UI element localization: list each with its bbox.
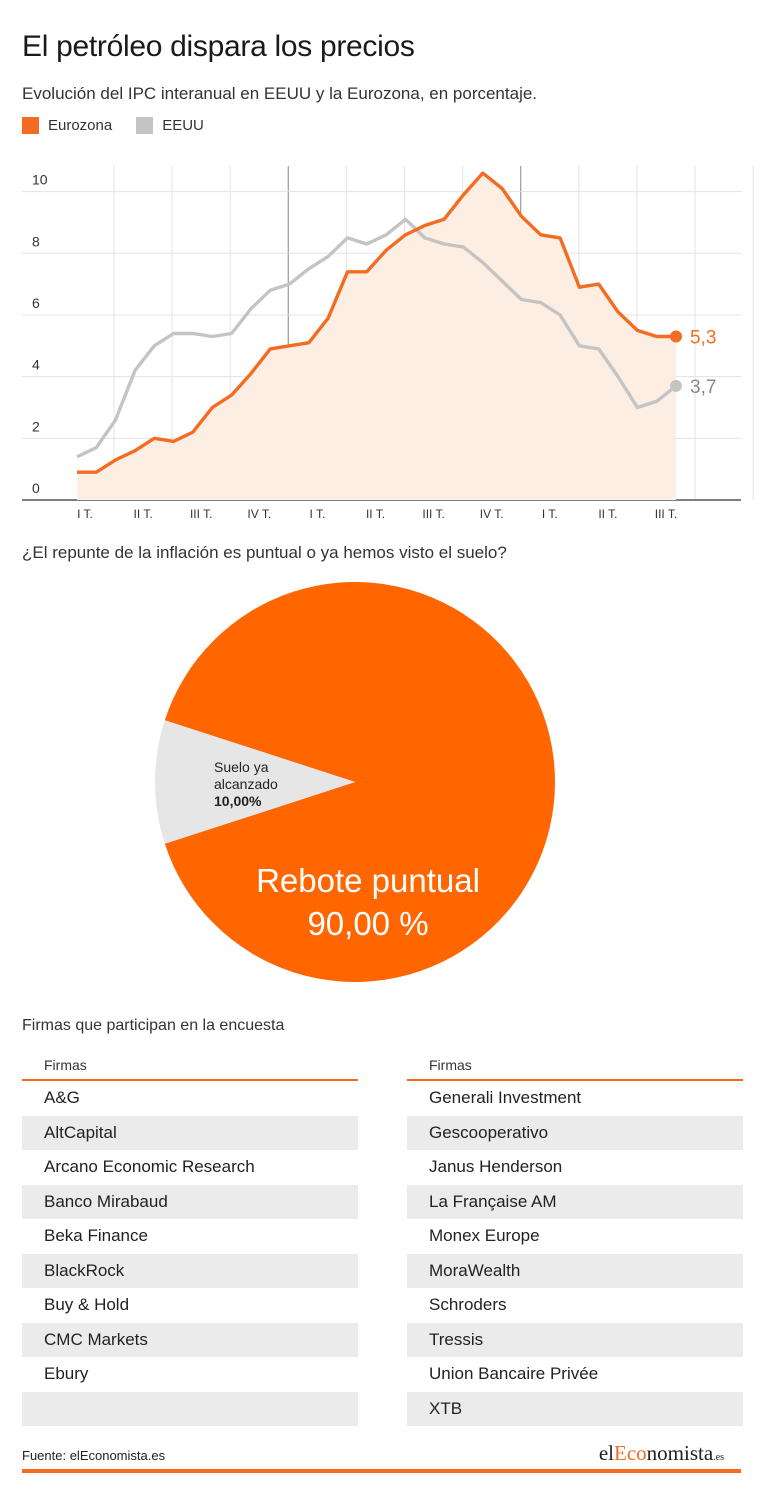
x-tick-label: III T. <box>422 507 445 521</box>
table-row: XTB <box>407 1392 743 1427</box>
table-row: Buy & Hold <box>44 1295 130 1314</box>
table-header: Firmas <box>407 1050 743 1081</box>
table-row: A&G <box>44 1088 80 1107</box>
table-row: MoraWealth <box>407 1254 743 1289</box>
legend-item-eurozona <box>22 117 112 134</box>
table-row: Gescooperativo <box>407 1116 743 1151</box>
table-row: Banco Mirabaud <box>22 1185 358 1220</box>
table-row: BlackRock <box>22 1254 358 1289</box>
y-tick-label: 10 <box>32 171 48 188</box>
x-tick-label: III T. <box>189 507 213 521</box>
table-row: Generali Investment <box>429 1088 582 1107</box>
table-row: Monex Europe <box>429 1226 540 1245</box>
end-label-eeuu: 3,7 <box>690 376 717 398</box>
x-tick-label: I T. <box>77 507 93 521</box>
pie-label-small-2: alcanzado <box>214 776 278 792</box>
legend-label-eurozona: Eurozona <box>48 117 113 134</box>
y-tick-label: 4 <box>32 356 40 373</box>
y-tick-label: 8 <box>32 233 40 250</box>
x-tick-label: IV T. <box>479 507 504 521</box>
x-tick-label: IV T. <box>247 507 272 521</box>
firms-table-left <box>22 1050 358 1426</box>
pie-label-small-1: Suelo ya <box>214 759 269 775</box>
bottom-rule <box>22 1469 741 1473</box>
brand-logo: elEconomista.es <box>598 1441 724 1465</box>
end-marker-eeuu <box>670 380 682 392</box>
pie-value-small: 10,00% <box>214 793 262 809</box>
firms-title: Firmas que participan en la encuesta <box>22 1017 285 1034</box>
legend-label-eeuu: EEUU <box>162 117 204 134</box>
x-tick-label: I T. <box>541 507 558 521</box>
end-marker-eurozona <box>670 331 682 343</box>
x-tick-label: I T. <box>309 507 326 521</box>
chart-legend <box>22 117 228 134</box>
end-label-eurozona: 5,3 <box>690 327 717 349</box>
legend-swatch-eeuu <box>136 117 153 134</box>
source-note: Fuente: elEconomista.es <box>22 1448 166 1463</box>
chart-subtitle: Evolución del IPC interanual en EEUU y la Eurozona, en porcentaje. <box>22 84 538 103</box>
pie-chart <box>0 575 770 995</box>
table-row: Janus Henderson <box>429 1157 563 1176</box>
y-tick-label: 0 <box>32 480 40 496</box>
y-tick-label: 6 <box>32 294 40 311</box>
table-row: Ebury <box>44 1364 89 1383</box>
pie-question: ¿El repunte de la inflación es puntual o ya hemos visto el suelo? <box>22 543 507 562</box>
line-chart <box>0 140 770 530</box>
table-header: Firmas <box>22 1050 358 1081</box>
table-row: Tressis <box>407 1323 743 1358</box>
pie-label-main: Rebote puntual <box>256 862 480 899</box>
legend-swatch-eurozona <box>22 117 39 134</box>
table-row: Schroders <box>429 1295 507 1314</box>
table-row: Beka Finance <box>44 1226 148 1245</box>
table-row: Arcano Economic Research <box>44 1157 255 1176</box>
x-tick-label: II T. <box>598 507 618 521</box>
y-tick-label: 2 <box>32 418 40 435</box>
table-row: CMC Markets <box>22 1323 358 1358</box>
table-row: Union Bancaire Privée <box>429 1364 599 1383</box>
x-tick-label: II T. <box>133 507 153 521</box>
x-tick-label: II T. <box>365 507 386 521</box>
table-row: AltCapital <box>22 1116 358 1151</box>
legend-item-eeuu <box>136 117 204 134</box>
x-tick-label: III T. <box>654 507 678 521</box>
table-row <box>22 1392 358 1427</box>
firms-table-right <box>407 1050 743 1426</box>
table-row: La Française AM <box>407 1185 743 1220</box>
page-title: El petróleo dispara los precios <box>22 30 415 63</box>
pie-value-main: 90,00 % <box>307 905 429 942</box>
